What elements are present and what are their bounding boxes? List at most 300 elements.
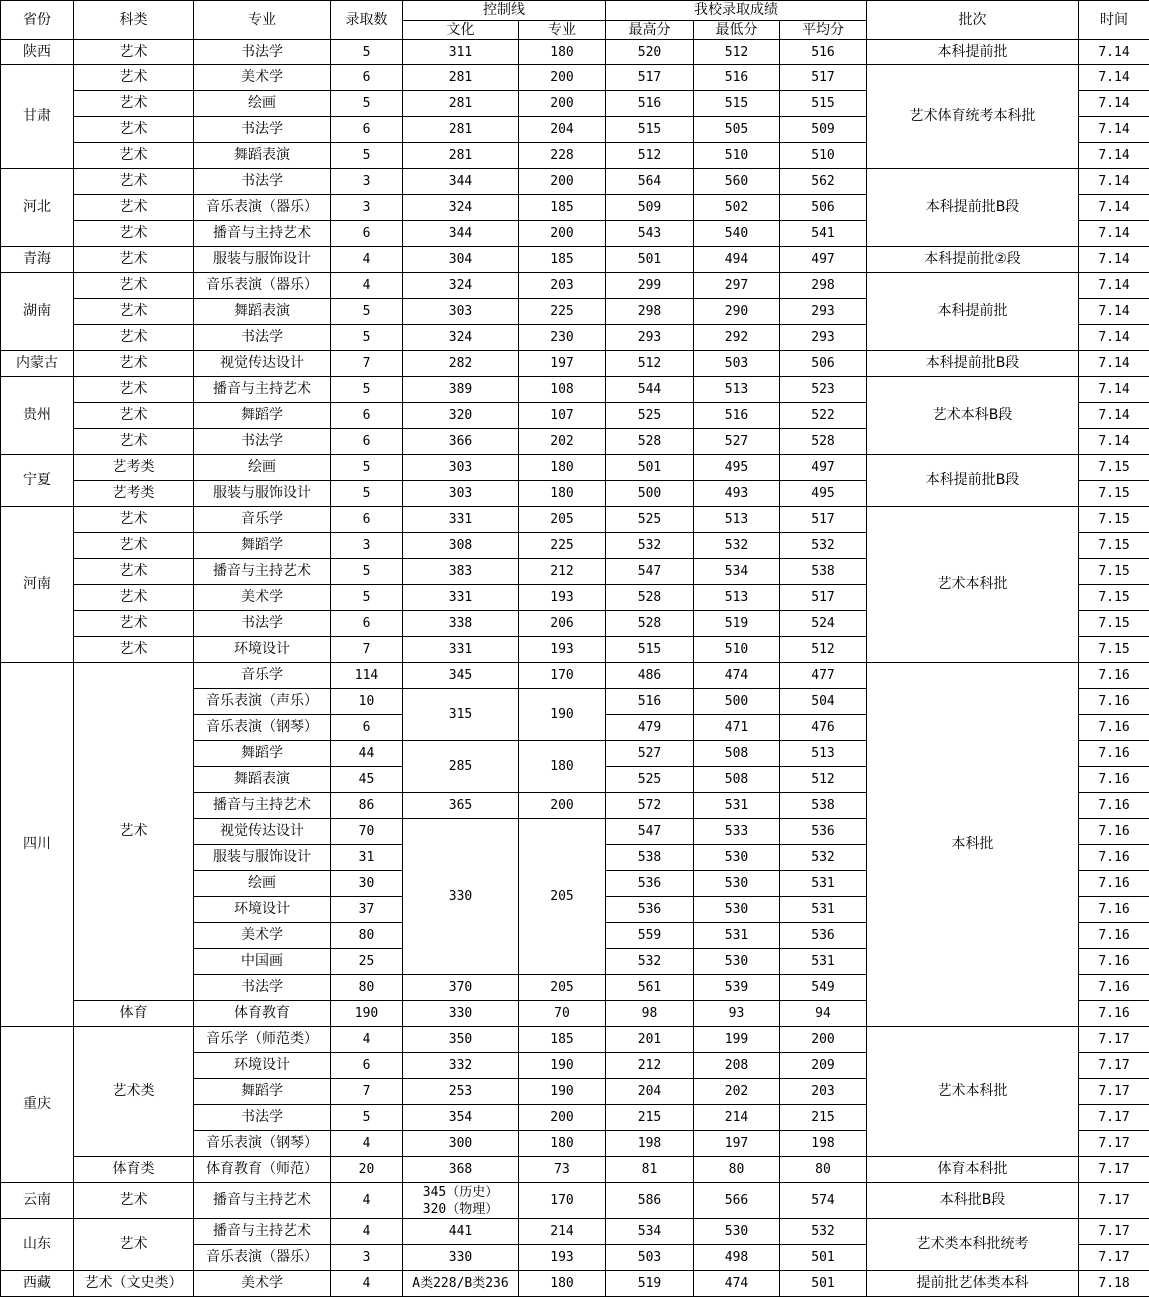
cell-batch: 本科提前批: [867, 40, 1079, 65]
cell-culture: 344: [403, 221, 519, 247]
cell-min: 530: [694, 845, 780, 871]
cell-major: 环境设计: [194, 1053, 331, 1079]
cell-major: 视觉传达设计: [194, 351, 331, 377]
cell-specialty: 200: [519, 169, 606, 195]
cell-enrolled: 6: [331, 611, 403, 637]
cell-enrolled: 86: [331, 793, 403, 819]
cell-category: 艺术类: [74, 1027, 194, 1157]
cell-max: 538: [606, 845, 694, 871]
cell-max: 509: [606, 195, 694, 221]
cell-batch: 本科批B段: [867, 1183, 1079, 1219]
cell-time: 7.16: [1079, 793, 1149, 819]
cell-culture: 281: [403, 65, 519, 91]
header-school-scores: 我校录取成绩: [606, 1, 867, 21]
cell-batch: 本科提前批②段: [867, 247, 1079, 273]
cell-major: 音乐表演（器乐）: [194, 1245, 331, 1271]
cell-avg: 517: [780, 585, 867, 611]
cell-major: 播音与主持艺术: [194, 1183, 331, 1219]
cell-specialty: 214: [519, 1219, 606, 1245]
cell-category: 艺术: [74, 663, 194, 1001]
cell-time: 7.14: [1079, 429, 1149, 455]
cell-specialty: 170: [519, 1183, 606, 1219]
cell-min: 502: [694, 195, 780, 221]
header-control-line: 控制线: [403, 1, 606, 21]
cell-time: 7.17: [1079, 1027, 1149, 1053]
header-specialty: 专业: [519, 21, 606, 40]
cell-culture: 331: [403, 637, 519, 663]
cell-min: 533: [694, 819, 780, 845]
cell-specialty: 108: [519, 377, 606, 403]
cell-enrolled: 5: [331, 299, 403, 325]
cell-time: 7.14: [1079, 377, 1149, 403]
cell-major: 绘画: [194, 91, 331, 117]
cell-avg: 215: [780, 1105, 867, 1131]
cell-avg: 528: [780, 429, 867, 455]
cell-avg: 510: [780, 143, 867, 169]
cell-specialty: 200: [519, 91, 606, 117]
cell-min: 292: [694, 325, 780, 351]
cell-major: 视觉传达设计: [194, 819, 331, 845]
cell-specialty: 203: [519, 273, 606, 299]
cell-enrolled: 45: [331, 767, 403, 793]
table-row: [1, 1271, 1149, 1297]
cell-time: 7.17: [1079, 1079, 1149, 1105]
cell-min: 495: [694, 455, 780, 481]
cell-specialty: 180: [519, 40, 606, 65]
cell-major: 书法学: [194, 429, 331, 455]
cell-time: 7.14: [1079, 65, 1149, 91]
cell-specialty: 225: [519, 533, 606, 559]
cell-culture: 344: [403, 169, 519, 195]
cell-enrolled: 3: [331, 533, 403, 559]
cell-category: 艺考类: [74, 455, 194, 481]
cell-province: 甘肃: [1, 65, 74, 169]
cell-avg: 509: [780, 117, 867, 143]
cell-avg: 524: [780, 611, 867, 637]
cell-max: 525: [606, 507, 694, 533]
cell-time: 7.17: [1079, 1053, 1149, 1079]
cell-max: 532: [606, 533, 694, 559]
cell-min: 493: [694, 481, 780, 507]
cell-max: 204: [606, 1079, 694, 1105]
cell-province: 云南: [1, 1183, 74, 1219]
cell-min: 474: [694, 1271, 780, 1297]
cell-province: 河北: [1, 169, 74, 247]
cell-max: 515: [606, 637, 694, 663]
cell-time: 7.14: [1079, 40, 1149, 65]
cell-enrolled: 31: [331, 845, 403, 871]
cell-enrolled: 6: [331, 507, 403, 533]
cell-major: 服装与服饰设计: [194, 845, 331, 871]
cell-avg: 517: [780, 65, 867, 91]
cell-time: 7.17: [1079, 1131, 1149, 1157]
cell-max: 512: [606, 351, 694, 377]
cell-min: 515: [694, 91, 780, 117]
cell-time: 7.17: [1079, 1245, 1149, 1271]
cell-province: 青海: [1, 247, 74, 273]
cell-time: 7.14: [1079, 195, 1149, 221]
cell-culture: 330: [403, 1245, 519, 1271]
cell-avg: 574: [780, 1183, 867, 1219]
cell-enrolled: 4: [331, 1183, 403, 1219]
cell-max: 298: [606, 299, 694, 325]
cell-time: 7.14: [1079, 247, 1149, 273]
cell-enrolled: 3: [331, 1245, 403, 1271]
cell-avg: 531: [780, 949, 867, 975]
cell-enrolled: 70: [331, 819, 403, 845]
cell-major: 舞蹈表演: [194, 143, 331, 169]
cell-min: 539: [694, 975, 780, 1001]
cell-enrolled: 4: [331, 1027, 403, 1053]
cell-enrolled: 3: [331, 195, 403, 221]
cell-enrolled: 6: [331, 65, 403, 91]
header-culture: 文化: [403, 21, 519, 40]
cell-specialty: 197: [519, 351, 606, 377]
cell-culture: 332: [403, 1053, 519, 1079]
cell-culture: 389: [403, 377, 519, 403]
cell-max: 547: [606, 819, 694, 845]
cell-category: 艺术（文史类）: [74, 1271, 194, 1297]
cell-avg: 506: [780, 195, 867, 221]
cell-min: 540: [694, 221, 780, 247]
cell-category: 体育类: [74, 1157, 194, 1183]
cell-time: 7.16: [1079, 975, 1149, 1001]
cell-major: 美术学: [194, 1271, 331, 1297]
cell-batch: 艺术本科B段: [867, 377, 1079, 455]
cell-culture: 281: [403, 91, 519, 117]
cell-major: 舞蹈学: [194, 533, 331, 559]
cell-category: 艺术: [74, 325, 194, 351]
cell-time: 7.16: [1079, 767, 1149, 793]
cell-batch: 本科批: [867, 663, 1079, 1027]
cell-max: 536: [606, 897, 694, 923]
cell-culture: 324: [403, 325, 519, 351]
header-province: 省份: [1, 1, 74, 40]
cell-major: 播音与主持艺术: [194, 377, 331, 403]
cell-time: 7.17: [1079, 1105, 1149, 1131]
cell-avg: 536: [780, 923, 867, 949]
cell-avg: 522: [780, 403, 867, 429]
cell-min: 530: [694, 871, 780, 897]
cell-specialty: 193: [519, 637, 606, 663]
cell-enrolled: 7: [331, 1079, 403, 1105]
cell-min: 560: [694, 169, 780, 195]
cell-enrolled: 5: [331, 91, 403, 117]
cell-min: 508: [694, 767, 780, 793]
cell-culture: 315: [403, 689, 519, 741]
cell-min: 519: [694, 611, 780, 637]
cell-time: 7.18: [1079, 1271, 1149, 1297]
cell-specialty: 190: [519, 689, 606, 741]
cell-major: 舞蹈学: [194, 1079, 331, 1105]
cell-category: 艺术: [74, 273, 194, 299]
cell-major: 服装与服饰设计: [194, 481, 331, 507]
cell-min: 505: [694, 117, 780, 143]
cell-culture: 304: [403, 247, 519, 273]
cell-enrolled: 5: [331, 1105, 403, 1131]
cell-category: 艺术: [74, 299, 194, 325]
cell-time: 7.14: [1079, 169, 1149, 195]
cell-major: 音乐表演（钢琴）: [194, 1131, 331, 1157]
cell-time: 7.14: [1079, 351, 1149, 377]
cell-category: 艺术: [74, 585, 194, 611]
cell-enrolled: 3: [331, 169, 403, 195]
cell-min: 534: [694, 559, 780, 585]
cell-max: 525: [606, 767, 694, 793]
cell-min: 516: [694, 65, 780, 91]
cell-max: 520: [606, 40, 694, 65]
cell-enrolled: 25: [331, 949, 403, 975]
cell-culture: 311: [403, 40, 519, 65]
cell-max: 501: [606, 247, 694, 273]
cell-province: 湖南: [1, 273, 74, 351]
cell-enrolled: 5: [331, 143, 403, 169]
cell-max: 503: [606, 1245, 694, 1271]
cell-time: 7.17: [1079, 1157, 1149, 1183]
cell-enrolled: 6: [331, 403, 403, 429]
cell-min: 513: [694, 377, 780, 403]
cell-major: 播音与主持艺术: [194, 1219, 331, 1245]
cell-major: 书法学: [194, 1105, 331, 1131]
cell-time: 7.16: [1079, 897, 1149, 923]
cell-province: 贵州: [1, 377, 74, 455]
cell-max: 212: [606, 1053, 694, 1079]
cell-max: 517: [606, 65, 694, 91]
cell-specialty: 185: [519, 247, 606, 273]
cell-major: 中国画: [194, 949, 331, 975]
cell-min: 513: [694, 585, 780, 611]
cell-time: 7.14: [1079, 91, 1149, 117]
cell-min: 512: [694, 40, 780, 65]
table-row: [1, 455, 1149, 481]
cell-specialty: 185: [519, 1027, 606, 1053]
cell-enrolled: 4: [331, 1219, 403, 1245]
cell-max: 532: [606, 949, 694, 975]
cell-major: 环境设计: [194, 897, 331, 923]
cell-min: 80: [694, 1157, 780, 1183]
cell-avg: 538: [780, 559, 867, 585]
cell-batch: 提前批艺体类本科: [867, 1271, 1079, 1297]
cell-max: 528: [606, 611, 694, 637]
cell-time: 7.14: [1079, 299, 1149, 325]
header-batch: 批次: [867, 1, 1079, 40]
table-row: [1, 169, 1149, 195]
cell-culture: 282: [403, 351, 519, 377]
cell-specialty: 180: [519, 481, 606, 507]
cell-culture: 331: [403, 585, 519, 611]
cell-min: 530: [694, 1219, 780, 1245]
cell-max: 512: [606, 143, 694, 169]
table-row: [1, 1219, 1149, 1245]
cell-time: 7.14: [1079, 143, 1149, 169]
cell-max: 500: [606, 481, 694, 507]
cell-min: 290: [694, 299, 780, 325]
cell-time: 7.16: [1079, 923, 1149, 949]
cell-time: 7.16: [1079, 949, 1149, 975]
cell-max: 293: [606, 325, 694, 351]
cell-culture: 308: [403, 533, 519, 559]
table-row: [1, 1157, 1149, 1183]
cell-min: 503: [694, 351, 780, 377]
cell-max: 547: [606, 559, 694, 585]
cell-min: 208: [694, 1053, 780, 1079]
cell-major: 舞蹈表演: [194, 299, 331, 325]
cell-specialty: 190: [519, 1079, 606, 1105]
cell-culture: 320: [403, 403, 519, 429]
cell-culture: 324: [403, 273, 519, 299]
cell-max: 534: [606, 1219, 694, 1245]
cell-time: 7.16: [1079, 689, 1149, 715]
cell-major: 体育教育（师范）: [194, 1157, 331, 1183]
cell-avg: 198: [780, 1131, 867, 1157]
cell-time: 7.16: [1079, 715, 1149, 741]
cell-avg: 515: [780, 91, 867, 117]
cell-culture: A类228/B类236: [403, 1271, 519, 1297]
cell-culture: 383: [403, 559, 519, 585]
cell-category: 艺术: [74, 91, 194, 117]
cell-time: 7.15: [1079, 637, 1149, 663]
cell-enrolled: 4: [331, 1131, 403, 1157]
cell-min: 494: [694, 247, 780, 273]
cell-enrolled: 80: [331, 975, 403, 1001]
cell-max: 527: [606, 741, 694, 767]
cell-min: 197: [694, 1131, 780, 1157]
cell-batch: 艺术体育统考本科批: [867, 65, 1079, 169]
cell-time: 7.17: [1079, 1219, 1149, 1245]
cell-enrolled: 114: [331, 663, 403, 689]
cell-avg: 497: [780, 455, 867, 481]
cell-major: 舞蹈学: [194, 741, 331, 767]
cell-culture: 441: [403, 1219, 519, 1245]
cell-time: 7.15: [1079, 481, 1149, 507]
cell-avg: 501: [780, 1245, 867, 1271]
cell-enrolled: 6: [331, 715, 403, 741]
cell-category: 艺术: [74, 559, 194, 585]
cell-max: 486: [606, 663, 694, 689]
cell-avg: 209: [780, 1053, 867, 1079]
cell-time: 7.16: [1079, 663, 1149, 689]
cell-min: 202: [694, 1079, 780, 1105]
table-row: [1, 247, 1149, 273]
cell-avg: 506: [780, 351, 867, 377]
cell-specialty: 70: [519, 1001, 606, 1027]
cell-max: 559: [606, 923, 694, 949]
cell-culture: 370: [403, 975, 519, 1001]
cell-category: 体育: [74, 1001, 194, 1027]
cell-max: 81: [606, 1157, 694, 1183]
header-time: 时间: [1079, 1, 1149, 40]
cell-avg: 293: [780, 299, 867, 325]
cell-major: 播音与主持艺术: [194, 559, 331, 585]
cell-province: 山东: [1, 1219, 74, 1271]
cell-enrolled: 6: [331, 429, 403, 455]
cell-time: 7.14: [1079, 325, 1149, 351]
cell-category: 艺术: [74, 1183, 194, 1219]
cell-major: 舞蹈表演: [194, 767, 331, 793]
cell-enrolled: 6: [331, 117, 403, 143]
cell-max: 586: [606, 1183, 694, 1219]
cell-avg: 523: [780, 377, 867, 403]
table-row: [1, 1027, 1149, 1053]
cell-category: 艺术: [74, 429, 194, 455]
cell-max: 299: [606, 273, 694, 299]
cell-avg: 504: [780, 689, 867, 715]
cell-max: 536: [606, 871, 694, 897]
cell-avg: 516: [780, 40, 867, 65]
cell-culture: 331: [403, 507, 519, 533]
cell-min: 510: [694, 637, 780, 663]
cell-time: 7.16: [1079, 871, 1149, 897]
cell-culture: 345（历史） 320（物理）: [403, 1183, 519, 1219]
cell-specialty: 200: [519, 793, 606, 819]
cell-culture: 366: [403, 429, 519, 455]
cell-culture: 300: [403, 1131, 519, 1157]
cell-culture: 338: [403, 611, 519, 637]
cell-enrolled: 4: [331, 273, 403, 299]
cell-culture: 324: [403, 195, 519, 221]
cell-enrolled: 5: [331, 559, 403, 585]
cell-avg: 532: [780, 533, 867, 559]
cell-min: 474: [694, 663, 780, 689]
cell-min: 199: [694, 1027, 780, 1053]
table-row: [1, 1183, 1149, 1219]
cell-major: 舞蹈学: [194, 403, 331, 429]
cell-batch: 艺术本科批: [867, 1027, 1079, 1157]
cell-time: 7.15: [1079, 455, 1149, 481]
cell-culture: 253: [403, 1079, 519, 1105]
cell-time: 7.17: [1079, 1183, 1149, 1219]
cell-category: 艺术: [74, 143, 194, 169]
cell-avg: 495: [780, 481, 867, 507]
cell-min: 530: [694, 897, 780, 923]
cell-time: 7.14: [1079, 273, 1149, 299]
cell-time: 7.16: [1079, 1001, 1149, 1027]
cell-culture: 350: [403, 1027, 519, 1053]
cell-major: 书法学: [194, 325, 331, 351]
cell-culture: 330: [403, 1001, 519, 1027]
cell-culture: 345: [403, 663, 519, 689]
cell-culture: 303: [403, 455, 519, 481]
cell-min: 532: [694, 533, 780, 559]
cell-enrolled: 37: [331, 897, 403, 923]
cell-specialty: 205: [519, 975, 606, 1001]
cell-specialty: 180: [519, 741, 606, 793]
cell-province: 宁夏: [1, 455, 74, 507]
cell-enrolled: 6: [331, 221, 403, 247]
cell-major: 绘画: [194, 871, 331, 897]
header-enrolled: 录取数: [331, 1, 403, 40]
cell-avg: 532: [780, 1219, 867, 1245]
cell-enrolled: 5: [331, 481, 403, 507]
cell-specialty: 206: [519, 611, 606, 637]
cell-specialty: 180: [519, 1271, 606, 1297]
cell-time: 7.15: [1079, 533, 1149, 559]
table-body: [1, 40, 1149, 1297]
cell-category: 艺术: [74, 221, 194, 247]
cell-specialty: 200: [519, 1105, 606, 1131]
cell-min: 530: [694, 949, 780, 975]
cell-specialty: 205: [519, 507, 606, 533]
cell-province: 河南: [1, 507, 74, 663]
cell-avg: 80: [780, 1157, 867, 1183]
cell-max: 528: [606, 585, 694, 611]
cell-time: 7.16: [1079, 845, 1149, 871]
cell-avg: 532: [780, 845, 867, 871]
cell-batch: 本科提前批: [867, 273, 1079, 351]
cell-major: 美术学: [194, 65, 331, 91]
cell-avg: 517: [780, 507, 867, 533]
cell-time: 7.15: [1079, 611, 1149, 637]
